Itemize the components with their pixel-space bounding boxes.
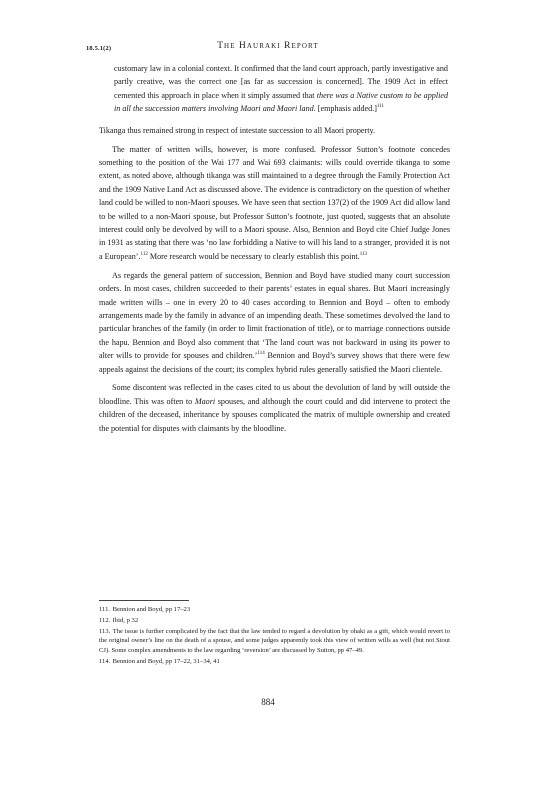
paragraph-text: As regards the general pattern of succession, Bennion and Boyd have studied many court succession orders. In most cases, children succeeded to their parents’ estates in equal shares. But Maori increasingly made written wills – one in every 20 to 40 cases according to Bennion and Boyd – often to embody arrangements made by the family in advance of an impending death. These sometimes devolved the land to particular branches of the family (in order to limit fractionation of title), or to marriage connections outside the hapu. Bennion and Boyd also comment that ‘The land court was not backward in using its power to alter wills to provide for spouses and children.’ xyxy=(99,270,450,361)
footnote xyxy=(99,627,450,656)
footnote-divider xyxy=(99,600,189,601)
quote-text-end: [emphasis added.] xyxy=(315,104,377,114)
page-number: 884 xyxy=(261,697,275,707)
paragraph-text: Bennion and Boyd’s survey shows that there were few appeals against the decisions of the court; its complex hybrid rules generally satisfied the Maori clientele. xyxy=(99,351,451,374)
paragraph xyxy=(99,269,450,376)
footnote xyxy=(99,605,450,615)
paragraph-text: More research would be necessary to clearly establish this point. xyxy=(147,251,360,261)
footnote-number: 114. xyxy=(99,657,111,665)
paragraph xyxy=(99,143,450,264)
footnote-number: 111. xyxy=(99,606,111,613)
footnote-ref: 112 xyxy=(140,251,148,257)
running-title: The Hauraki Report xyxy=(217,41,319,51)
paragraph-text: The matter of written wills, however, is more confused. Professor Sutton’s footnote concedes something to the position of the Wai 177 and Wai 693 claimants: wills could override tikanga to some extent, as noted above, although tikanga was still maintained to a degree through the Family Protection Act and the 1909 Native Land Act as discussed above. The evidence is contradictory on the question of whether land could be willed to non-Maori spouses. We have seen that section 137(2) of the 1909 Act did allow land to be willed to a non-Maori spouse, but Professor Sutton’s footnote, just quoted, suggests that an absolute interest could only be devolved by will to a Maori spouse. Also, Bennion and Boyd cite Chief Judge Jones in 1931 as stating that there was ‘no law forbidding a Native to will his land to a stranger, provided it is not a European’. xyxy=(99,144,450,261)
footnotes xyxy=(99,605,450,668)
quote-text: customary law in a colonial context. It confirmed that the land court approach, partly investigative and partly creative, was the correct one [as far as succession is concerned]. The 1909 Act in effect cemented this approach in place when it simply assumed that xyxy=(114,64,448,100)
quote-emphasis: there was a Native custom to be applied in all the succession matters involving Maori and Maori land. xyxy=(114,90,449,114)
footnote-ref: 111 xyxy=(376,104,385,110)
paragraph-text: Some discontent was reflected in the cases cited to us about the devolution of land by will outside the bloodline. This was often to xyxy=(99,383,450,406)
section-number: 18.5.1(2) xyxy=(86,45,112,52)
paragraph-text: spouses, and although the court could and did intervene to protect the children of the deceased, inheritance by spouses complicated the matrix of multiple ownership and created the potential for disputes with claimants by the bloodline. xyxy=(99,396,450,433)
footnote-number: 112. xyxy=(99,616,111,624)
footnote-text: Bennion and Boyd, pp 17–22, 31–34, 41 xyxy=(112,657,220,665)
paragraph-emphasis: Maori xyxy=(194,396,216,406)
body-text xyxy=(99,62,450,441)
footnote-ref: 114 xyxy=(257,351,265,357)
footnote-text: Ibid, p 32 xyxy=(112,616,139,624)
paragraph xyxy=(99,381,450,435)
footnote xyxy=(99,616,450,626)
footnote-text: The issue is further complicated by the fact that the law tended to regard a devolution by ohaki as a gift, which would revert to the original owner’s line on the death of a spouse, and some judges apparently took this view of written wills as well (but not Stout CJ). Some complex amendments to the law regarding ‘reversion’ are discussed by Sutton, pp 47–49. xyxy=(99,627,451,655)
paragraph: Tikanga thus remained strong in respect of intestate succession to all Maori property. xyxy=(99,125,376,135)
block-quote xyxy=(114,62,448,116)
footnote-text: Bennion and Boyd, pp 17–23 xyxy=(112,606,191,613)
footnote-ref: 113 xyxy=(359,251,368,257)
footnote xyxy=(99,657,450,667)
footnote-number: 113. xyxy=(99,627,111,635)
